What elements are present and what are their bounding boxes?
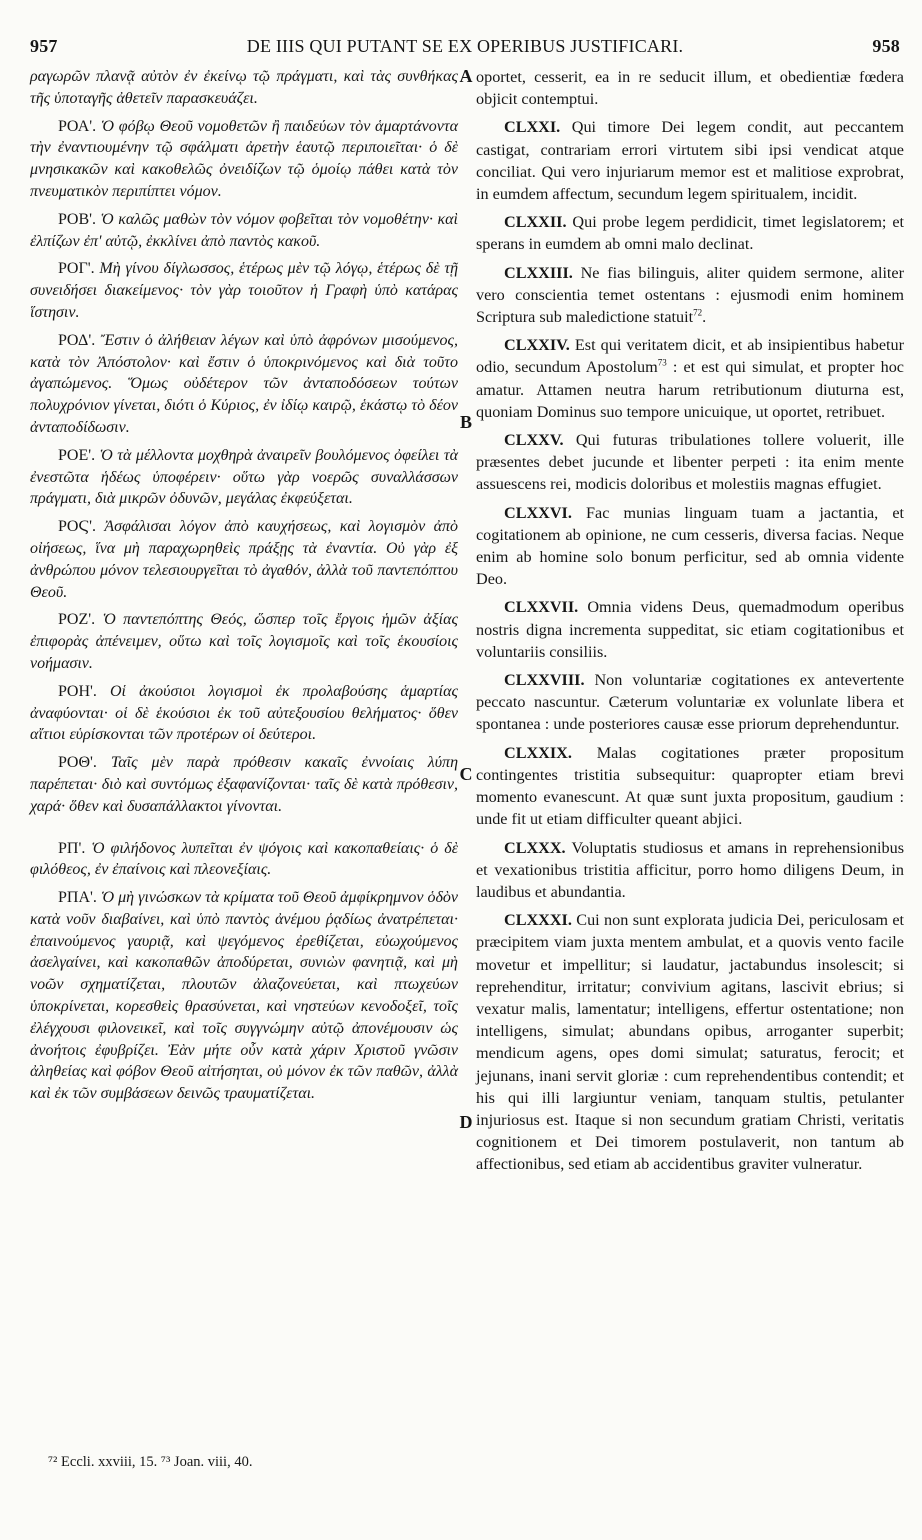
latin-paragraph [476,837,904,904]
latin-text: Non voluntariæ cogitationes ex antevertente peccato nascuntur. Cæterum voluntariæ ex volunlate libera et spontanea : unde posteriores causæ esse priorum deprehenduntur. [476,671,905,734]
latin-text: Voluptatis studiosus et amans in reprehensionibus et vexationibus tristitia afficitur, porro homo diligens Deum, in laudibus et abundantia. [476,838,904,901]
greek-paragraph [30,838,458,882]
latin-chapter-number: CLXXV. [504,431,564,450]
latin-chapter-number: CLXXVIII. [504,671,585,690]
latin-chapter-number: CLXXI. [504,118,561,137]
greek-text: Ὁ μὴ γινώσκων τὰ κρίματα τοῦ Θεοῦ ἀμφίκρημνον ὁδὸν κατὰ νοῦν διαβαίνει, καὶ ὑπὸ παντὸς ἀνέμου ῥᾳδίως ἀνατρέπεται· ἐπαινούμενος γαυριᾷ, καὶ ψεγόμενος ἐρεθίζεται, εὐωχούμενος ἀσελγαίνει, καὶ κακοπαθῶν ἀποδύρεται, συνιὼν φανητιᾷ, καὶ μὴ νοῶν σχηματίζεται, πλουτῶν ἀλαζονεύεται, καὶ πτωχεύων ὑποκρίνεται, κορεσθεὶς θρασύνεται, καὶ νηστεύων κενοδοξεῖ, τοῖς ἐλέγχουσι φιλονεικεῖ, καὶ τοῖς συγγνώμην αὐτῷ ἀπονέμουσιν ὡς ἀνοήτοις ἐφυβρίζει. Ἐὰν μήτε οὖν κατὰ χάριν Χριστοῦ γνῶσιν ἀληθείας καὶ φόβον Θεοῦ αἰτήσηται, οὐ μόνον ἐκ τῶν παθῶν, ἀλλὰ καὶ ἐκ τῶν συμβάσεων δεινῶς τραυματίζεται. [30,889,459,1103]
greek-paragraph [30,209,458,253]
latin-paragraph [476,334,904,423]
greek-chapter-number: ΡΟΗ'. [58,682,97,700]
latin-text: oportet, cesserit, ea in re seducit illum, et obedientiæ fœdera objicit contemptui. [476,68,904,109]
latin-text-tail: : et est qui simulat, et propter hoc amatur. Attamen neutra harum retributionum diuturna est, quoniam Dominus suo tempore unicuique, ut oportet, retribuet. [476,358,904,421]
latin-paragraph [476,502,904,591]
latin-text: Ne fias bilinguis, aliter quidem sermone, aliter vero conscientia temet ostentans : ejusmodi enim hominem Scriptura sub maledictione statuit [476,263,905,327]
latin-paragraph [476,66,904,110]
latin-paragraph [476,211,904,255]
greek-text: Ὁ τὰ μέλλοντα μοχθηρὰ ἀναιρεῖν βουλόμενος ὀφείλει τὰ ἐνεστῶτα ἡδέως ὑποφέρειν· οὕτω γὰρ νοερῶς συναλλάσσων πράγματι, διὰ μικρῶν ὀδυνῶν, μεγάλας ἐκφεύξεται. [30,446,459,508]
latin-paragraph [476,262,904,329]
greek-chapter-number: ΡΟϚ'. [58,518,97,536]
greek-paragraph [30,887,458,1105]
margin-letter-c: C [459,764,473,784]
greek-paragraph [30,609,458,674]
greek-text: Οἱ ἀκούσιοι λογισμοὶ ἐκ προλαβούσης ἁμαρτίας ἀναφύονται· οἱ δὲ ἑκούσιοι ἐκ τοῦ αὐτεξουσίου θελήματος· ὅθεν αἴτιοι εὑρίσκονται τῶν προτέρων οἱ δεύτεροι. [30,682,458,744]
greek-paragraph [30,445,458,510]
latin-text: Fac munias linguam tuam a jactantia, et cogitationem ab opinione, ne cum cesseris, diversa facias. Neque enim ab homine solo bonum perficitur, sed ab omnia vidente Deo. [476,503,905,589]
greek-chapter-number: ΡΟΑ'. [58,117,97,135]
margin-letter-d: D [459,1112,473,1132]
greek-text: Μὴ γίνου δίγλωσσος, ἑτέρως μὲν τῷ λόγῳ, ἑτέρως δὲ τῇ συνειδήσει διακείμενος· τὸν γὰρ τοιοῦτον ἡ Γραφὴ ὑπὸ κατάρας ἵστησιν. [30,260,459,321]
margin-letter-b: B [459,412,472,432]
greek-chapter-number: ΡΟΕ'. [58,446,96,464]
latin-text-tail: . [702,308,707,327]
latin-paragraph [476,669,904,736]
page-number-left: 957 [30,36,58,56]
greek-text: Ἀσφάλισαι λόγον ἀπὸ καυχήσεως, καὶ λογισμὸν ἀπὸ οἰήσεως, ἵνα μὴ παραχωρηθεὶς πράξῃς τὰ ἐναντία. Οὐ γὰρ ἐξ ἀνθρώπου μόνον τελεσιουργεῖται τὸ ἀγαθόν, ἀλλὰ τοῦ παντεπόπτου Θεοῦ. [30,518,458,601]
greek-text: Ταῖς μὲν παρὰ πρόθεσιν κακαῖς ἐννοίαις λύπη παρέπεται· διὸ καὶ συντόμως ἐξαφανίζονται· ταῖς δὲ κατὰ πρόθεσιν, χαρά· ὅθεν καὶ δυσαπάλλακτοι γίνονται. [30,754,459,815]
greek-text: Ὁ καλῶς μαθὼν τὸν νόμον φοβεῖται τὸν νομοθέτην· καὶ ἐλπίζων ἐπ' αὐτῷ, ἐκκλίνει ἀπὸ παντὸς κακοῦ. [30,210,459,250]
greek-text: Ἔστιν ὁ ἀλήθειαν λέγων καὶ ὑπὸ ἀφρόνων μισούμενος, κατὰ τὸν Ἀπόστολον· καὶ ἔστιν ὁ ὑποκρινόμενος καὶ διὰ τοῦτο ἀγαπώμενος. Ὅμως οὐδέτερον τῶν ἀνταποδόσεων τούτων πολυχρόνιον γίνεται, διότι ὁ Κύριος, ἐν ἰδίῳ καιρῷ, ἑκάστῳ τὸ δέον ἀνταποδίδωσιν. [30,331,459,436]
margin-letter-a: A [459,66,473,86]
latin-chapter-number: CLXXIII. [504,263,573,282]
greek-paragraph [30,681,458,746]
greek-text: Ὁ φόβῳ Θεοῦ νομοθετῶν ἢ παιδεύων τὸν ἁμαρτάνοντα τὴν ἐναντιουμένην τῷ σφάλματι ἀρετὴν ἑαυτῷ περιποιεῖται· ὁ δὲ μνησικακῶν καὶ κακοθελῶς ὀνειδίζων τῷ ὁμοίῳ πάθει κατὰ τὸν πνευματικὸν περιπίπτει νόμον. [30,117,458,200]
page-number-right: 958 [872,36,900,56]
latin-text: Est qui veritatem dicit, et ab insipientibus habetur odio, secundum Apostolum [476,336,904,377]
latin-text: Qui probe legem perdidicit, timet legislatorem; et sperans in eumdem ab omni malo declinat. [476,213,905,254]
greek-paragraph [30,66,458,110]
greek-chapter-number: ΡΟΘ'. [58,754,97,772]
latin-chapter-number: CLXXIV. [504,336,570,355]
latin-paragraph [476,596,904,663]
latin-chapter-number: CLXXXI. [504,911,572,930]
footnotes: ⁷² Eccli. xxviii, 15. ⁷³ Joan. viii, 40. [48,1454,253,1470]
greek-paragraph [30,258,458,323]
greek-chapter-number: ΡΠΑ'. [58,889,97,907]
latin-text: Qui timore Dei legem condit, aut peccantem castigat, contrariam errori virtutem sibi ipsi vendicat atque conciliat. Qui vero injuriarum memor est et malitiose exprobrat, in eumdem affectum, secundum legem spiritualem, incidit. [476,118,904,204]
running-header [30,36,900,60]
greek-text: Ὁ παντεπόπτης Θεός, ὥσπερ τοῖς ἔργοις ἡμῶν ἀξίας ἐπιφορὰς ἀπένειμεν, οὕτω καὶ τοῖς λογισμοῖς καὶ τοῖς ἑκουσίοις νοήμασιν. [30,611,459,672]
greek-text: ραγωρῶν πλανᾷ αὐτὸν ἐν ἐκείνῳ τῷ πράγματι, καὶ τὰς συνθήκας τῆς ὑποταγῆς ἀθετεῖν παρασκευάζει. [30,68,458,107]
latin-text: Omnia videns Deus, quemadmodum operibus nostris digna incrementa suppeditat, sic etiam cogitationibus et voluntariis consiliis. [476,598,904,661]
greek-chapter-number: ΡΠ'. [58,839,86,857]
latin-chapter-number: CLXXII. [504,213,567,232]
latin-paragraph [476,116,904,205]
greek-chapter-number: ΡΟΓ'. [58,260,95,278]
footnote-ref: 73 [657,358,667,369]
latin-chapter-number: CLXXVII. [504,598,579,617]
greek-column [30,66,458,1111]
latin-text: Cui non sunt explorata judicia Dei, periculosam et præcipitem viam juxta mentem ambulat, et a quovis vento facile movetur et impellitur; si laudatur, jactabundus insolescit; si reprehenditur, irritatur; convivium agitans, lascivit ebrius; si vexatur malis, lamentatur; intelligens, effertur ostentatione; non intelligens, simulat; abundans opibus, arroganter superbit; mendicum agens, opes domi simulat; saturatus, ferocit; et jejunans, inani servit gloriæ : cum reprehendentibus contendit; et his qui illi largiuntur veniam, tanquam stultis, petulanter injuriosus est. Itaque si non secundum gratiam Christi, veritatis cognitionem et Dei timorem postulaverit, non tantum ab affectionibus, sed etiam ab accidentibus graviter vulneratur. [476,911,905,1174]
greek-paragraph [30,116,458,203]
greek-paragraph [30,330,458,439]
latin-chapter-number: CLXXX. [504,838,566,857]
footnote-ref: 72 [693,307,703,318]
greek-chapter-number: ΡΟΔ'. [58,331,96,349]
latin-paragraph [476,429,904,496]
greek-paragraph [30,516,458,603]
greek-paragraph [30,752,458,817]
latin-paragraph [476,742,904,831]
greek-chapter-number: ΡΟΖ'. [58,611,96,629]
greek-chapter-number: ΡΟΒ'. [58,210,97,228]
latin-column [476,66,904,1182]
latin-chapter-number: CLXXIX. [504,743,572,762]
latin-text: Qui futuras tribulationes tollere voluerit, ille præsentes debet jucunde et libenter perpeti : ita enim mente assuescens rei, modicis doloribus et molestiis magnas effugiet. [476,431,905,494]
latin-chapter-number: CLXXVI. [504,503,572,522]
latin-paragraph [476,909,904,1175]
greek-text: Ὁ φιλήδονος λυπεῖται ἐν ψόγοις καὶ κακοπαθείαις· ὁ δὲ φιλόθεος, ἐν ἐπαίνοις καὶ πλεονεξίαις. [30,839,459,879]
running-title: DE IIIS QUI PUTANT SE EX OPERIBUS JUSTIFICARI. [246,36,684,56]
latin-text: Malas cogitationes præter propositum contingentes tristitia subsequitur: quapropter etiam brevi momento evanescunt. At quæ sunt juxta propositum, gaudium : unde fit ut etiam difficulter queant abjici. [476,743,904,829]
